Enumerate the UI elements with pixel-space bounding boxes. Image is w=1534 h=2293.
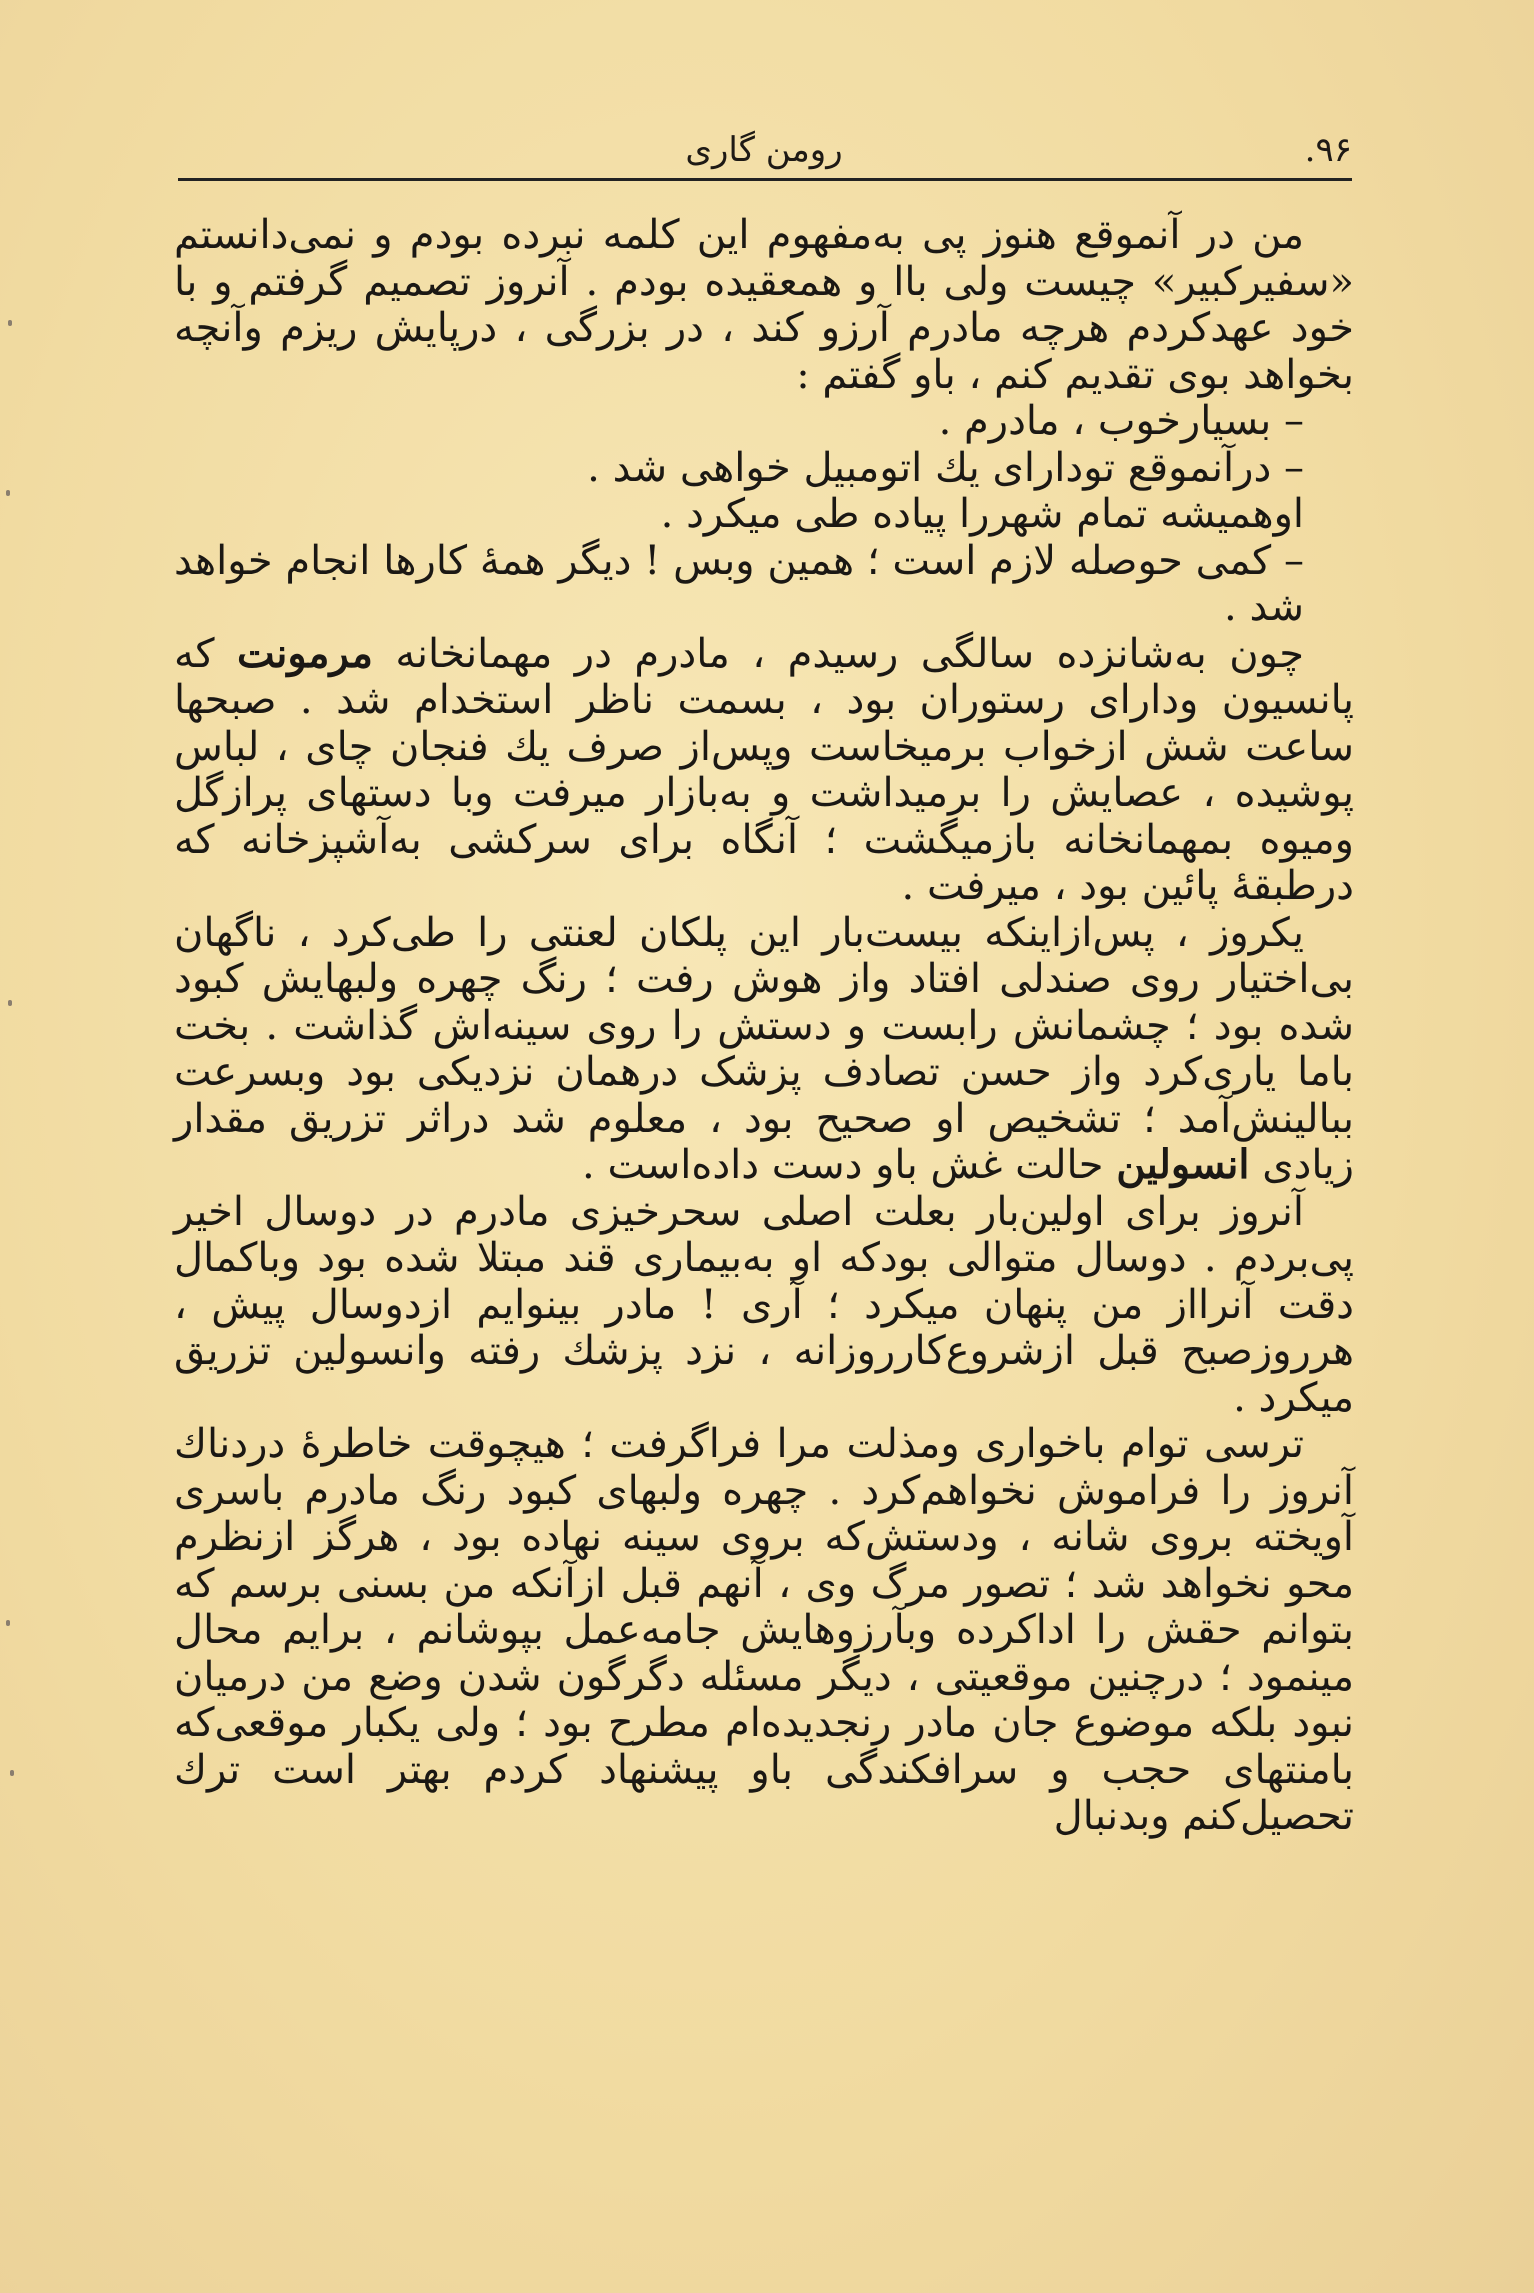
paragraph-2-text-after: که پانسیون ودارای رستوران بود ، بسمت ناظر استخدام شد . صبحها ساعت شش ازخواب برمیخاست وپس‌از صرف یك فنجان چای ، لباس پوشیده ، عصایش را برمیداشت و به‌بازار میرفت وبا دستهای پرازگل ومیوه بمهمانخانه بازمیگشت ؛ آنگاه برای سرکشی به‌آشپزخانه که درطبقهٔ پائین بود ، میرفت . <box>174 630 1354 909</box>
paragraph-2-text-before: چون به‌شانزده سالگی رسیدم ، مادرم در مهمانخانه <box>395 630 1304 677</box>
page-body <box>174 212 1354 1840</box>
paragraph-5: ترسی توام باخواری ومذلت مرا فراگرفت ؛ هیچوقت خاطرهٔ دردناك آنروز را فراموش نخواهم‌کرد . چهره ولبهای کبود رنگ مادرم باسری آویخته بروی شانه ، ودستش‌که بروی سینه نهاده بود ، هرگز ازنظرم محو نخواهد شد ؛ تصور مرگ وی ، آنهم قبل ازآنکه من بسنی برسم که بتوانم حقش را اداکرده وبآرزوهایش جامه‌عمل بپوشانم ، برایم محال مینمود ؛ درچنین موقعیتی ، دیگر مسئله دگرگون شدن وضع من درمیان نبود بلکه موضوع جان مادر رنجدیده‌ام مطرح بود ؛ ولی یکبار موقعی‌که بامنتهای حجب و سرافکندگی باو پیشنهاد کردم بهتر است ترك تحصیل‌کنم وبدنبال <box>174 1421 1354 1839</box>
page-header <box>176 122 1352 182</box>
narration-line: اوهمیشه تمام شهررا پیاده طی میکرد . <box>660 491 1304 537</box>
margin-speck <box>10 1770 14 1776</box>
dialog-line-1: – بسیارخوب ، مادرم . <box>938 398 1304 444</box>
paragraph-2 <box>174 631 1354 910</box>
page-number: ۹۶. <box>1304 130 1352 170</box>
dialog-line-3: – کمی حوصله لازم است ؛ همین وبس ! دیگر همهٔ کارها انجام خواهد شد . <box>174 537 1304 630</box>
margin-speck <box>6 490 10 496</box>
margin-speck <box>8 1000 12 1006</box>
paragraph-4: آنروز برای اولین‌بار بعلت اصلی سحرخیزی مادرم در دوسال اخیر پی‌بردم . دوسال متوالی بودکه او به‌بیماری قند مبتلا شده بود وباکمال دقت آنرااز من پنهان میکرد ؛ آری ! مادر بینوایم ازدوسال پیش ، هرروزصبح قبل ازشروع‌کارروزانه ، نزد پزشك رفته وانسولین تزریق میکرد . <box>174 1188 1354 1421</box>
running-title: رومن گاری <box>685 130 843 170</box>
paragraph-3-text-after: حالت غش باو دست داده‌است . <box>582 1142 1104 1188</box>
paragraph-1: من در آنموقع هنوز پی به‌مفهوم این کلمه نبرده بودم و نمی‌دانستم «سفیرکبیر» چیست ولی باا و همعقیده بودم . آنروز تصمیم گرفتم و با خود عهدکردم هرچه مادرم آرزو کند ، در بزرگی ، درپایش ریزم وآنچه بخواهد بوی تقدیم کنم ، باو گفتم : <box>174 212 1354 398</box>
dialog-line-2: – درآنموقع تودارای یك اتومبیل خواهی شد . <box>587 444 1304 491</box>
hotel-name-term: مرمونت <box>236 629 373 677</box>
header-divider <box>178 178 1352 181</box>
paragraph-3-text-before: یکروز ، پس‌ازاینکه بیست‌بار این پلکان لعنتی را طی‌کرد ، ناگهان بی‌اختیار روی صندلی افتاد واز هوش رفت ؛ رنگ چهره ولبهایش کبود شده بود ؛ چشمانش رابست و دستش را روی سینه‌اش گذاشت . بخت باما یاری‌کرد واز حسن تصادف پزشک درهمان نزدیکی بود وبسرعت ببالینش‌آمد ؛ تشخیص او صحیح بود ، معلوم شد دراثر تزریق مقدار زیادی <box>174 909 1354 1188</box>
margin-speck <box>6 1620 10 1626</box>
margin-speck <box>8 320 12 326</box>
paragraph-3 <box>174 910 1354 1189</box>
insulin-term: انسولین <box>1116 1141 1250 1188</box>
